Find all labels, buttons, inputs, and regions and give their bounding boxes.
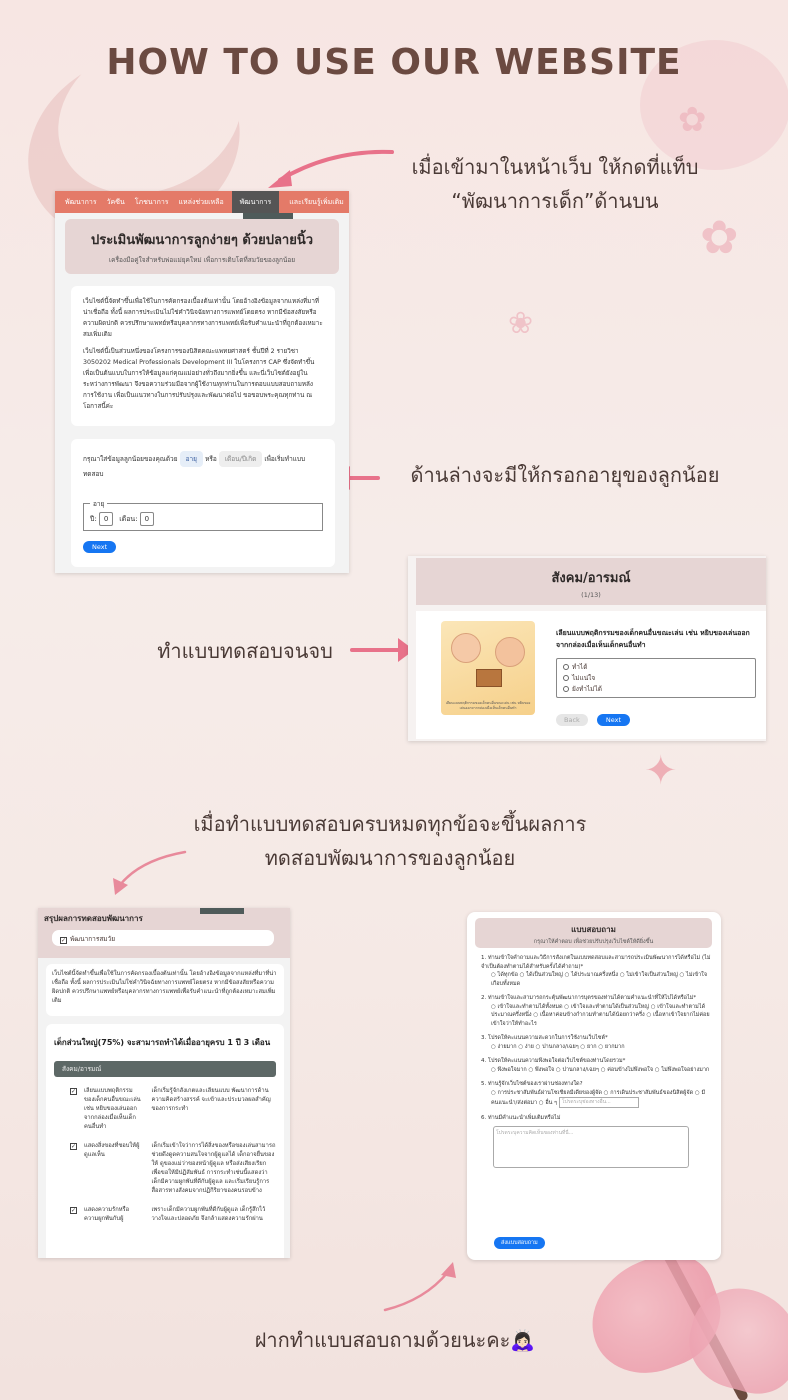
- arrow-step5: [385, 1272, 448, 1310]
- caption-line: เมื่อเข้ามาในหน้าเว็บ ให้กดที่แท็บ: [411, 155, 699, 179]
- milestone-heading: เด็กส่วนใหญ่(75%) จะสามารถทำได้เมื่ออายุครบ 1 ปี 3 เดือน: [54, 1038, 271, 1047]
- option-can[interactable]: [563, 662, 749, 673]
- arrow-step1: [280, 152, 392, 180]
- disclaimer-card: [71, 286, 335, 426]
- flower-icon: ✿: [700, 210, 739, 264]
- result-status: พัฒนาการสมวัย: [70, 935, 116, 943]
- milestones-card: [46, 1024, 284, 1258]
- next-button[interactable]: Next: [83, 541, 116, 553]
- skill-description: เด็กเริ่มเข้าใจว่าการได้สิ่งของหรือของเล่นสามารถช่วยดึงดูดความสนใจจากผู้ดูแลได้ เด็กอาจยื่นของให้ ดูของแม่ว่าของหน้าผู้ดูแล หรือส่งเสียงเรียก เพื่อขอให้มีปฏิสัมพันธ์ การกระทำเช่นนี้แสดงว่าเด็กมีความผูกพันที่ดีกับผู้ดูแล และเริ่มเรียนรู้การสื่อสารทางสังคมจากปฏิกิริยาของคนรอบข้าง: [151, 1143, 276, 1194]
- arrow-head-icon: [113, 878, 128, 895]
- hero-title: ประเมินพัฒนาการลูกง่ายๆ ด้วยปลายนิ้ว: [90, 233, 314, 248]
- nav-item-development[interactable]: พัฒนาการ: [232, 191, 280, 213]
- caption-line: ทดสอบพัฒนาการของลูกน้อย: [264, 846, 516, 870]
- next-button[interactable]: Next: [597, 714, 630, 726]
- category-bar: สังคม/อารมณ์: [54, 1061, 276, 1077]
- age-input-card: [71, 439, 335, 567]
- nav-item[interactable]: วัคซีน: [106, 198, 125, 206]
- checkbox-icon: ✓: [71, 1207, 77, 1214]
- table-row: [54, 1142, 276, 1196]
- skill-description: เพราะเด็กมีความผูกพันที่ดีกับผู้ดูแล เด็กรู้สึกไว้วางใจและปลอดภัย จึงกล้าแสดงความรักผ่าน: [151, 1207, 266, 1222]
- nav-item[interactable]: แหล่งช่วยเหลือ: [178, 198, 224, 206]
- month-input[interactable]: 0: [140, 512, 154, 526]
- illustration-caption: เลียนแบบพฤติกรรมของเด็กคนอื่นขณะเล่น เช่น หยิบของเล่นออกจากกล่องเมื่อเห็นเด็กคนอื่นทำ: [445, 701, 531, 710]
- survey-form: [481, 954, 711, 1174]
- option-label: ไม่แน่ใจ: [572, 674, 596, 682]
- caption-line: “พัฒนาการเด็ก”ด้านบน: [451, 189, 659, 213]
- nav-item[interactable]: โภชนาการ: [134, 198, 169, 206]
- question-options[interactable]: ○ เข้าใจและทำตามได้ทั้งหมด ○ เข้าใจและทำตามได้เป็นส่วนใหญ่ ○ เข้าใจและทำตามได้ประมาณครึ่งหนึ่ง ○ เนื้อหาค่อนข้างกำกวมทำตามได้น้อยกว่าครึ่ง ○ เนื้อหาเข้าใจยากไม่ค่อยเข้าใจว่าให้ทำอะไร: [491, 1003, 710, 1027]
- result-summary: [52, 930, 274, 946]
- answer-options: [556, 658, 756, 698]
- babies-playing-illustration: [441, 621, 535, 715]
- table-row: [54, 1206, 276, 1224]
- age-prompt: [83, 451, 323, 481]
- question-text: 6. ท่านมีคำแนะนำเพิ่มเติมหรือไม่: [481, 1115, 561, 1121]
- question-options[interactable]: ○ ง่ายมาก ○ ง่าย ○ ปานกลาง/เฉยๆ ○ ยาก ○ ยากมาก: [491, 1043, 625, 1050]
- nav-item[interactable]: พัฒนาการ: [65, 198, 97, 206]
- caption-line: เมื่อทำแบบทดสอบครบหมดทุกข้อจะขึ้นผลการ: [193, 812, 587, 836]
- prompt-text: กรุณาใส่ข้อมูลลูกน้อยของคุณด้วย: [83, 455, 178, 463]
- skill-description: เด็กเริ่มรู้จักสังเกตและเลียนแบบ พัฒนาการด้านความคิดสร้างสรรค์ จะเข้าและประมวลผลสำคัญของการกระทำ: [151, 1088, 271, 1112]
- question-text: 2. ท่านเข้าใจและสามารถกระตุ้นพัฒนาการบุตรของท่านได้ตามคำแนะนำที่ให้ไปได้หรือไม่*: [481, 995, 697, 1001]
- option-label: ยังทำไม่ได้: [572, 685, 602, 693]
- sparkle-icon: ✦: [644, 748, 678, 794]
- skill-text: แสดงสิ่งของที่ชอบให้ผู้ดูแลเห็น: [84, 1143, 140, 1158]
- survey-question: [481, 1114, 711, 1168]
- top-nav: [55, 191, 349, 213]
- nav-item[interactable]: และเรียนรู้เพิ่มเติม: [289, 198, 344, 206]
- survey-subtitle: กรุณาให้คำตอบ เพื่อช่วยปรับปรุงเว็บไซต์ให้ดียิ่งขึ้น: [533, 939, 654, 945]
- quiz-header: [416, 558, 766, 605]
- radio-icon: [563, 675, 569, 681]
- screenshot-survey: [467, 912, 721, 1260]
- quiz-counter: (1/13): [581, 591, 601, 599]
- toy-box-icon: [476, 669, 502, 687]
- question-text: เลียนแบบพฤติกรรมของเด็กคนอื่นขณะเล่น เช่น หยิบของเล่นออกจากกล่องเมื่อเห็นเด็กคนอื่นทำ: [556, 629, 750, 649]
- option-cannot[interactable]: [563, 684, 749, 695]
- baby-icon: [451, 633, 481, 663]
- survey-question: [481, 994, 711, 1028]
- prompt-text: หรือ: [205, 455, 217, 463]
- survey-question: [481, 1080, 711, 1108]
- screenshot-quiz: [408, 556, 766, 741]
- hero-subtitle: เครื่องมือคู่ใจสำหรับพ่อแม่ยุคใหม่ เพื่อการเติบโตที่สมวัยของลูกน้อย: [108, 256, 296, 264]
- screenshot-home: [55, 191, 349, 573]
- prompt-text: เพื่อเริ่มทำแบบทดสอบ: [83, 455, 306, 478]
- survey-question: [481, 1034, 711, 1051]
- hero-banner: [65, 219, 339, 274]
- checkbox-icon: ✓: [71, 1088, 77, 1095]
- survey-question: [481, 954, 711, 988]
- arrow-head-icon: [268, 170, 292, 188]
- skill-text: แสดงความรักหรือความผูกพันกับผู้: [84, 1207, 130, 1222]
- skill-text: เลียนแบบพฤติกรรมของเด็กคนอื่นขณะเล่น เช่น หยิบของเล่นออกจากกล่องเมื่อเห็นเด็กคนอื่นทำ: [84, 1088, 141, 1130]
- step1-caption: [380, 150, 730, 218]
- tab-age[interactable]: อายุ: [180, 451, 203, 467]
- suggestion-textarea[interactable]: โปรดระบุความคิดเห็นของท่านที่นี่...: [493, 1126, 689, 1168]
- year-label: ปี:: [90, 515, 97, 523]
- back-button[interactable]: Back: [556, 714, 588, 726]
- radio-icon: [563, 686, 569, 692]
- disclaimer-text: เว็บไซต์นี้จัดทำขึ้นเพื่อใช้ในการคัดกรองเบื้องต้นเท่านั้น โดยอ้างอิงข้อมูลจากแหล่งที่มาที่น่าเชื่อถือ ทั้งนี้ ผลการประเมินไม่ใช่คำวินิจฉัยทางการแพทย์โดยตรง หากมีข้อสงสัยหรือความผิดปกติ ควรปรึกษาแพทย์หรือบุคลากรทางการแพทย์เพื่อรับคำแนะนำที่ถูกต้องเหมาะสมเพิ่มเติม: [83, 298, 323, 338]
- checkbox-icon: ✓: [61, 937, 67, 944]
- quiz-category-title: สังคม/อารมณ์: [551, 571, 631, 586]
- page-title: HOW TO USE OUR WEBSITE: [106, 42, 682, 83]
- step5-caption: ฝากทำแบบสอบถามด้วยนะคะ🙇🏻‍♀️: [254, 1328, 536, 1352]
- results-disclaimer: เว็บไซต์นี้จัดทำขึ้นเพื่อใช้ในการคัดกรองเบื้องต้นเท่านั้น โดยอ้างอิงข้อมูลจากแหล่งที่มาที่น่าเชื่อถือ ทั้งนี้ ผลการประเมินไม่ใช่คำวินิจฉัยทางการแพทย์โดยตรง หากมีข้อสงสัยหรือความผิดปกติ ควรปรึกษาแพทย์หรือบุคลากรทางการแพทย์เพื่อรับคำแนะนำที่ถูกต้องเหมาะสมเพิ่มเติม: [46, 964, 284, 1016]
- tab-birth-date[interactable]: เดือน/ปีเกิด: [219, 451, 262, 467]
- question-text: 5. ท่านรู้จักเว็บไซต์ของเราผ่านช่องทางใด?: [481, 1081, 583, 1087]
- survey-title: แบบสอบถาม: [571, 925, 616, 934]
- question-options[interactable]: ○ พึงพอใจมาก ○ พึงพอใจ ○ ปานกลาง/เฉยๆ ○ ค่อนข้างไม่พึงพอใจ ○ ไม่พึงพอใจอย่างมาก: [491, 1066, 710, 1073]
- question-options[interactable]: ○ ได้ทุกข้อ ○ ได้เป็นส่วนใหญ่ ○ ได้ประมาณครึ่งหนึ่ง ○ ไม่เข้าใจเป็นส่วนใหญ่ ○ ไม่เข้าใจเกือบทั้งหมด: [491, 972, 708, 987]
- option-label: ทำได้: [572, 663, 588, 671]
- nav-fragment: [200, 908, 244, 914]
- age-fieldset: [83, 500, 323, 531]
- radio-icon: [563, 664, 569, 670]
- other-channel-input[interactable]: โปรดระบุช่องทางอื่น...: [559, 1097, 639, 1108]
- option-unsure[interactable]: [563, 673, 749, 684]
- table-row: [54, 1087, 276, 1132]
- step3-caption: ทำแบบทดสอบจนจบ: [157, 639, 333, 663]
- heart-petal-icon: ❀: [508, 306, 534, 341]
- results-title: สรุปผลการทดสอบพัฒนาการ: [44, 914, 143, 923]
- baby-icon: [495, 637, 525, 667]
- age-legend: อายุ: [90, 499, 107, 509]
- submit-survey-button[interactable]: ส่งแบบสอบถาม: [494, 1237, 545, 1249]
- month-label: เดือน:: [119, 515, 138, 523]
- year-input[interactable]: 0: [99, 512, 113, 526]
- step2-caption: ด้านล่างจะมีให้กรอกอายุของลูกน้อย: [410, 463, 720, 487]
- screenshot-results: [38, 908, 290, 1258]
- checkbox-icon: ✓: [71, 1143, 77, 1150]
- question-text: 1. ท่านเข้าใจคำถามและวิธีการสังเกตในแบบทดสอบและสามารถประเมินพัฒนาการได้หรือไม่ (ไม่จำเป็นต้องทำตามได้สำหรับครั้งได้คำถาม)*: [481, 955, 711, 970]
- flower-icon: ✿: [678, 100, 707, 140]
- question-card: [416, 611, 766, 739]
- question-text: 4. โปรดให้คะแนนความพึงพอใจต่อเว็บไซต์ของท่านโดยรวม*: [481, 1058, 626, 1064]
- survey-header: [475, 918, 712, 948]
- survey-question: [481, 1057, 711, 1074]
- step4-caption: [120, 807, 660, 875]
- question-options[interactable]: ○ การประชาสัมพันธ์ผ่านโซเชียลมีเดียของผู้จัด ○ การเดินประชาสัมพันธ์ของนิสิตผู้จัด ○ มีคนแนะนำ/ส่งต่อมา ○ อื่น ๆ: [491, 1089, 706, 1106]
- question-text: 3. โปรดให้คะแนนความสะดวกในการใช้งานเว็บไซต์*: [481, 1035, 608, 1041]
- results-header: [38, 908, 290, 958]
- project-text: เว็บไซต์นี้เป็นส่วนหนึ่งของโครงการของนิสิตคณะแพทยศาสตร์ ชั้นปีที่ 2 รายวิชา 3050202 Medical Professionals Development III ในโครงการ CAP ซึ่งจัดทำขึ้นเพื่อเป็นต้นแบบในการให้ข้อมูลแก่คุณแม่อย่างทั่วถึงมากยิ่งขึ้น และนี่เว็บไซต์ยังอยู่ในระหว่างการพัฒนา จึงขอความร่วมมือจากผู้ใช้งานทุกท่านในการตอบแบบสอบถามหลังการใช้งาน เพื่อเป็นแนวทางในการปรับปรุงและพัฒนาต่อไป ขอขอบพระคุณทุกท่าน ณ โอกาสนี้ค่ะ: [83, 348, 315, 410]
